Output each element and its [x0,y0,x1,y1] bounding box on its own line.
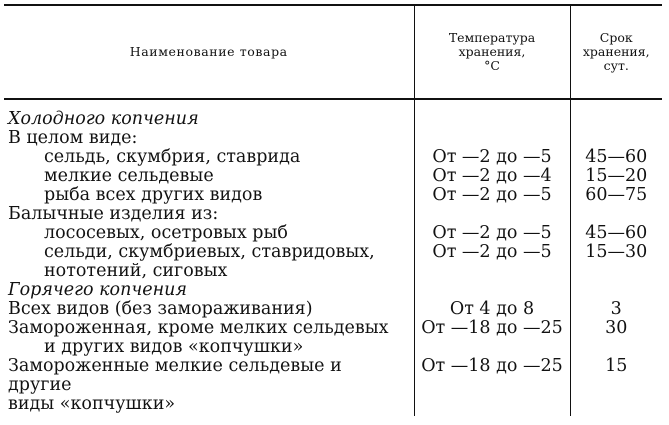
row-name: лососевых, осетровых рыб [44,223,288,243]
row-name-line1: Замороженная, кроме мелких сельдевых [8,318,389,338]
row-temp: От —18 до —25 [414,357,570,416]
header-temperature-line3: °С [484,58,500,73]
row-days [570,110,662,129]
row-days: 45—60 [570,224,662,243]
row-name-line2: и других видов «копчушки» [44,337,304,357]
header-storage-term [570,5,662,99]
row-name: В целом виде: [8,128,138,148]
row-name: Балычные изделия из: [8,204,219,224]
row-temp: От —18 до —25 [414,319,570,357]
row-days [570,129,662,148]
table-row [4,205,662,224]
row-temp [414,110,570,129]
row-days: 30 [570,319,662,357]
row-name: рыба всех других видов [44,185,263,205]
table-row [4,357,662,416]
table-row [4,224,662,243]
row-name: мелкие сельдевые [44,166,214,186]
row-name-line1: сельди, скумбриевых, ставридовых, [44,242,375,262]
row-days: 3 [570,300,662,319]
header-term-line2: хранения, [582,44,650,59]
header-term-line1: Срок [599,30,633,45]
table-row [4,129,662,148]
row-days [570,205,662,224]
row-days: 60—75 [570,186,662,205]
table-row [4,243,662,281]
row-days: 15—30 [570,243,662,281]
row-name [4,243,414,281]
header-temperature-line2: хранения, [458,44,526,59]
row-name: Холодного копчения [8,109,199,129]
storage-table [4,4,662,416]
row-temp [414,281,570,300]
row-temp [414,205,570,224]
header-temperature [414,5,570,99]
row-name-line2: нототений, сиговых [44,261,228,281]
row-name: сельдь, скумбрия, ставрида [44,147,301,167]
table-row [4,281,662,300]
row-temp: От —2 до —5 [414,224,570,243]
row-temp [414,129,570,148]
row-name [4,319,414,357]
row-temp: От —2 до —5 [414,186,570,205]
row-name: Всех видов (без замораживания) [8,299,313,319]
row-temp: От 4 до 8 [414,300,570,319]
table-row [4,148,662,167]
row-days: 15—20 [570,167,662,186]
table-row [4,110,662,129]
header-product-name: Наименование товара [4,5,414,99]
table-row [4,167,662,186]
table-row [4,300,662,319]
row-name-line1: Замороженные мелкие сельдевые и другие [8,356,342,395]
row-name: Горячего копчения [8,280,187,300]
table-row [4,319,662,357]
table-row [4,186,662,205]
row-name [4,357,414,416]
row-days [570,281,662,300]
row-name-line2: виды «копчушки» [8,394,176,414]
header-temperature-line1: Температура [448,30,536,45]
row-days: 45—60 [570,148,662,167]
row-days: 15 [570,357,662,416]
row-temp: От —2 до —5 [414,243,570,281]
row-temp: От —2 до —5 [414,148,570,167]
row-temp: От —2 до —4 [414,167,570,186]
table-header-row [4,5,662,99]
header-term-line3: сут. [603,58,629,73]
